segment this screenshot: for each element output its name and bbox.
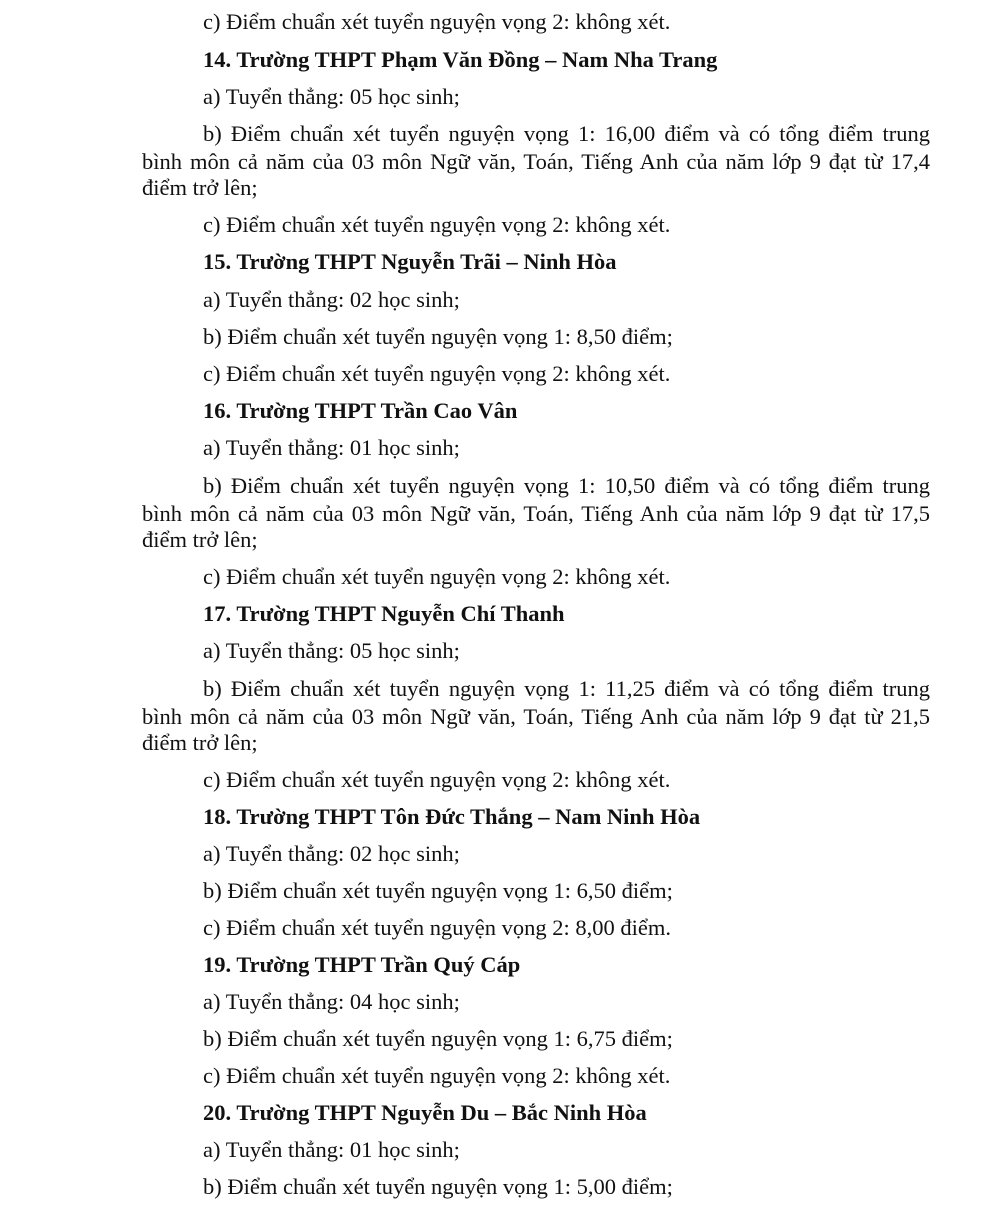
criterion-continuation: bình môn cả năm của 03 môn Ngữ văn, Toán, Tiếng Anh của năm lớp 9 đạt từ 17,4	[142, 149, 930, 174]
criterion-line: b) Điểm chuẩn xét tuyển nguyện vọng 1: 6,75 điểm;	[203, 1026, 673, 1051]
criterion-line: b) Điểm chuẩn xét tuyển nguyện vọng 1: 16,00 điểm và có tổng điểm trung	[203, 121, 930, 146]
criterion-line: b) Điểm chuẩn xét tuyển nguyện vọng 1: 10,50 điểm và có tổng điểm trung	[203, 473, 930, 498]
criterion-continuation: điểm trở lên;	[142, 527, 258, 552]
criterion-line: a) Tuyển thẳng: 01 học sinh;	[203, 435, 460, 460]
criterion-line: a) Tuyển thẳng: 05 học sinh;	[203, 84, 460, 109]
criterion-line: b) Điểm chuẩn xét tuyển nguyện vọng 1: 11,25 điểm và có tổng điểm trung	[203, 676, 930, 701]
criterion-line: c) Điểm chuẩn xét tuyển nguyện vọng 2: không xét.	[203, 767, 671, 792]
criterion-continuation: điểm trở lên;	[142, 175, 258, 200]
criterion-continuation: điểm trở lên;	[142, 730, 258, 755]
school-heading: 15. Trường THPT Nguyễn Trãi – Ninh Hòa	[203, 249, 617, 274]
criterion-line: b) Điểm chuẩn xét tuyển nguyện vọng 1: 6,50 điểm;	[203, 878, 673, 903]
school-heading: 18. Trường THPT Tôn Đức Thắng – Nam Ninh Hòa	[203, 804, 701, 829]
school-heading: 16. Trường THPT Trần Cao Vân	[203, 398, 518, 423]
criterion-continuation: bình môn cả năm của 03 môn Ngữ văn, Toán, Tiếng Anh của năm lớp 9 đạt từ 21,5	[142, 704, 930, 729]
school-heading: 17. Trường THPT Nguyễn Chí Thanh	[203, 601, 565, 626]
criterion-line: c) Điểm chuẩn xét tuyển nguyện vọng 2: không xét.	[203, 9, 671, 34]
criterion-line: a) Tuyển thẳng: 02 học sinh;	[203, 841, 460, 866]
criterion-line: c) Điểm chuẩn xét tuyển nguyện vọng 2: không xét.	[203, 564, 671, 589]
criterion-continuation: bình môn cả năm của 03 môn Ngữ văn, Toán, Tiếng Anh của năm lớp 9 đạt từ 17,5	[142, 501, 930, 526]
criterion-line: c) Điểm chuẩn xét tuyển nguyện vọng 2: không xét.	[203, 212, 671, 237]
criterion-line: b) Điểm chuẩn xét tuyển nguyện vọng 1: 8,50 điểm;	[203, 324, 673, 349]
school-heading: 20. Trường THPT Nguyễn Du – Bắc Ninh Hòa	[203, 1100, 647, 1125]
criterion-line: a) Tuyển thẳng: 04 học sinh;	[203, 989, 460, 1014]
criterion-line: a) Tuyển thẳng: 02 học sinh;	[203, 287, 460, 312]
criterion-line: c) Điểm chuẩn xét tuyển nguyện vọng 2: không xét.	[203, 1063, 671, 1088]
school-heading: 19. Trường THPT Trần Quý Cáp	[203, 952, 521, 977]
criterion-line: a) Tuyển thẳng: 01 học sinh;	[203, 1137, 460, 1162]
criterion-line: a) Tuyển thẳng: 05 học sinh;	[203, 638, 460, 663]
criterion-line: b) Điểm chuẩn xét tuyển nguyện vọng 1: 5,00 điểm;	[203, 1174, 673, 1199]
school-heading: 14. Trường THPT Phạm Văn Đồng – Nam Nha Trang	[203, 47, 718, 72]
criterion-line: c) Điểm chuẩn xét tuyển nguyện vọng 2: 8,00 điểm.	[203, 915, 672, 940]
criterion-line: c) Điểm chuẩn xét tuyển nguyện vọng 2: không xét.	[203, 361, 671, 386]
